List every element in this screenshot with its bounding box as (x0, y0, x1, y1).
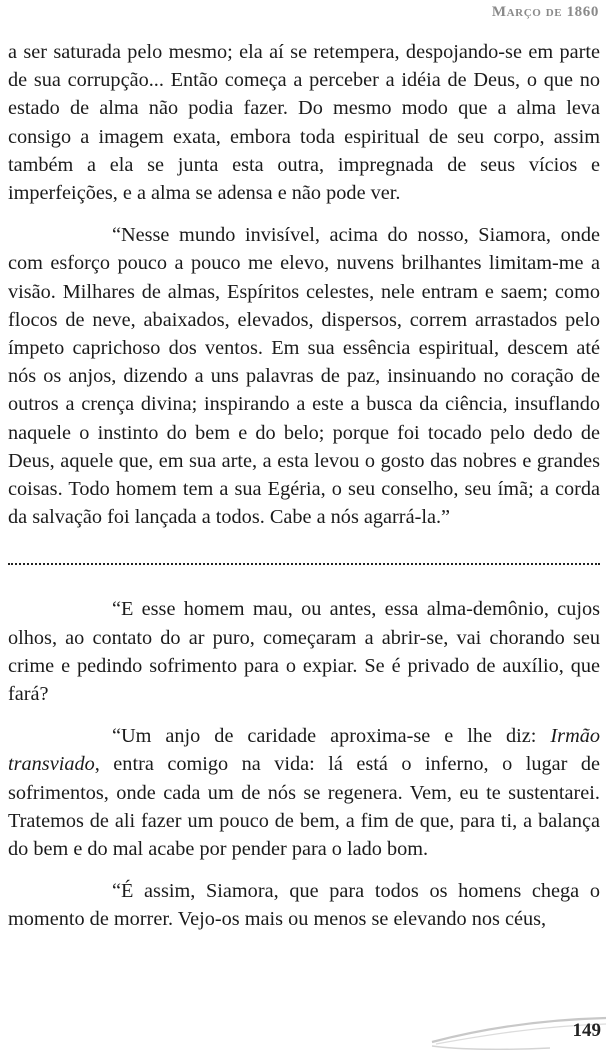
paragraph-4-italic: Irmão transviado (8, 725, 600, 776)
paragraph-4-end: , entra comigo na vida: lá está o inferno, o lugar de sofrimentos, onde cada um de nós se regenera. Vem, eu te sustentarei. Tratemos de ali fazer um pouco de bem, a fim de que, para ti, a balança do bem e do mal acabe por pender para o lado bom. (8, 753, 600, 861)
paragraph-4-start: “Um anjo de caridade aproxima-se e lhe diz: (112, 725, 551, 748)
running-head: Março de 1860 (491, 4, 599, 20)
paragraph-3: “E esse homem mau, ou antes, essa alma-demônio, cujos olhos, ao contato do ar puro, começaram a abrir-se, vai chorando seu crime e pedindo sofrimento para o expiar. Se é privado de auxílio, que fará? (8, 598, 600, 706)
paragraph-4 (8, 722, 600, 863)
page-number: 149 (572, 1020, 601, 1041)
dotted-separator (8, 553, 600, 573)
page-body (8, 38, 600, 934)
paragraph-2: “Nesse mundo invisível, acima do nosso, Siamora, onde com esforço pouco a pouco me elevo, nuvens brilhantes limitam-me a visão. Milhares de almas, Espíritos celestes, nele entram e saem; como flocos de neve, abaixados, elevados, dispersos, correm arrastados pelo ímpeto caprichoso dos ventos. Em sua essência espiritual, descem até nós os anjos, dizendo a uns palavras de paz, insinuando no coração de outros a crença divina; inspirando a este a busca da ciência, insuflando naquele o instinto do bem e do belo; porque foi tocado pelo dedo de Deus, aquele que, em sua arte, a esta levou o gosto das nobres e grandes coisas. Todo homem tem a sua Egéria, o seu conselho, seu ímã; a corda da salvação foi lançada a todos. Cabe a nós agarrá-la.” (8, 224, 600, 529)
paragraph-5: “É assim, Siamora, que para todos os homens chega o momento de morrer. Vejo-os mais ou menos se elevando nos céus, (8, 880, 600, 931)
paragraph-1: a ser saturada pelo mesmo; ela aí se retempera, despojando-se em parte de sua corrupção... Então começa a perceber a idéia de Deus, o que no estado de alma não podia fazer. Do mesmo modo que a alma leva consigo a imagem exata, embora toda espiritual de seu corpo, assim também a ela se junta esta outra, impregnada de seus vícios e imperfeições, e a alma se adensa e não pode ver. (8, 41, 600, 205)
page-number-ornament (430, 1012, 607, 1053)
